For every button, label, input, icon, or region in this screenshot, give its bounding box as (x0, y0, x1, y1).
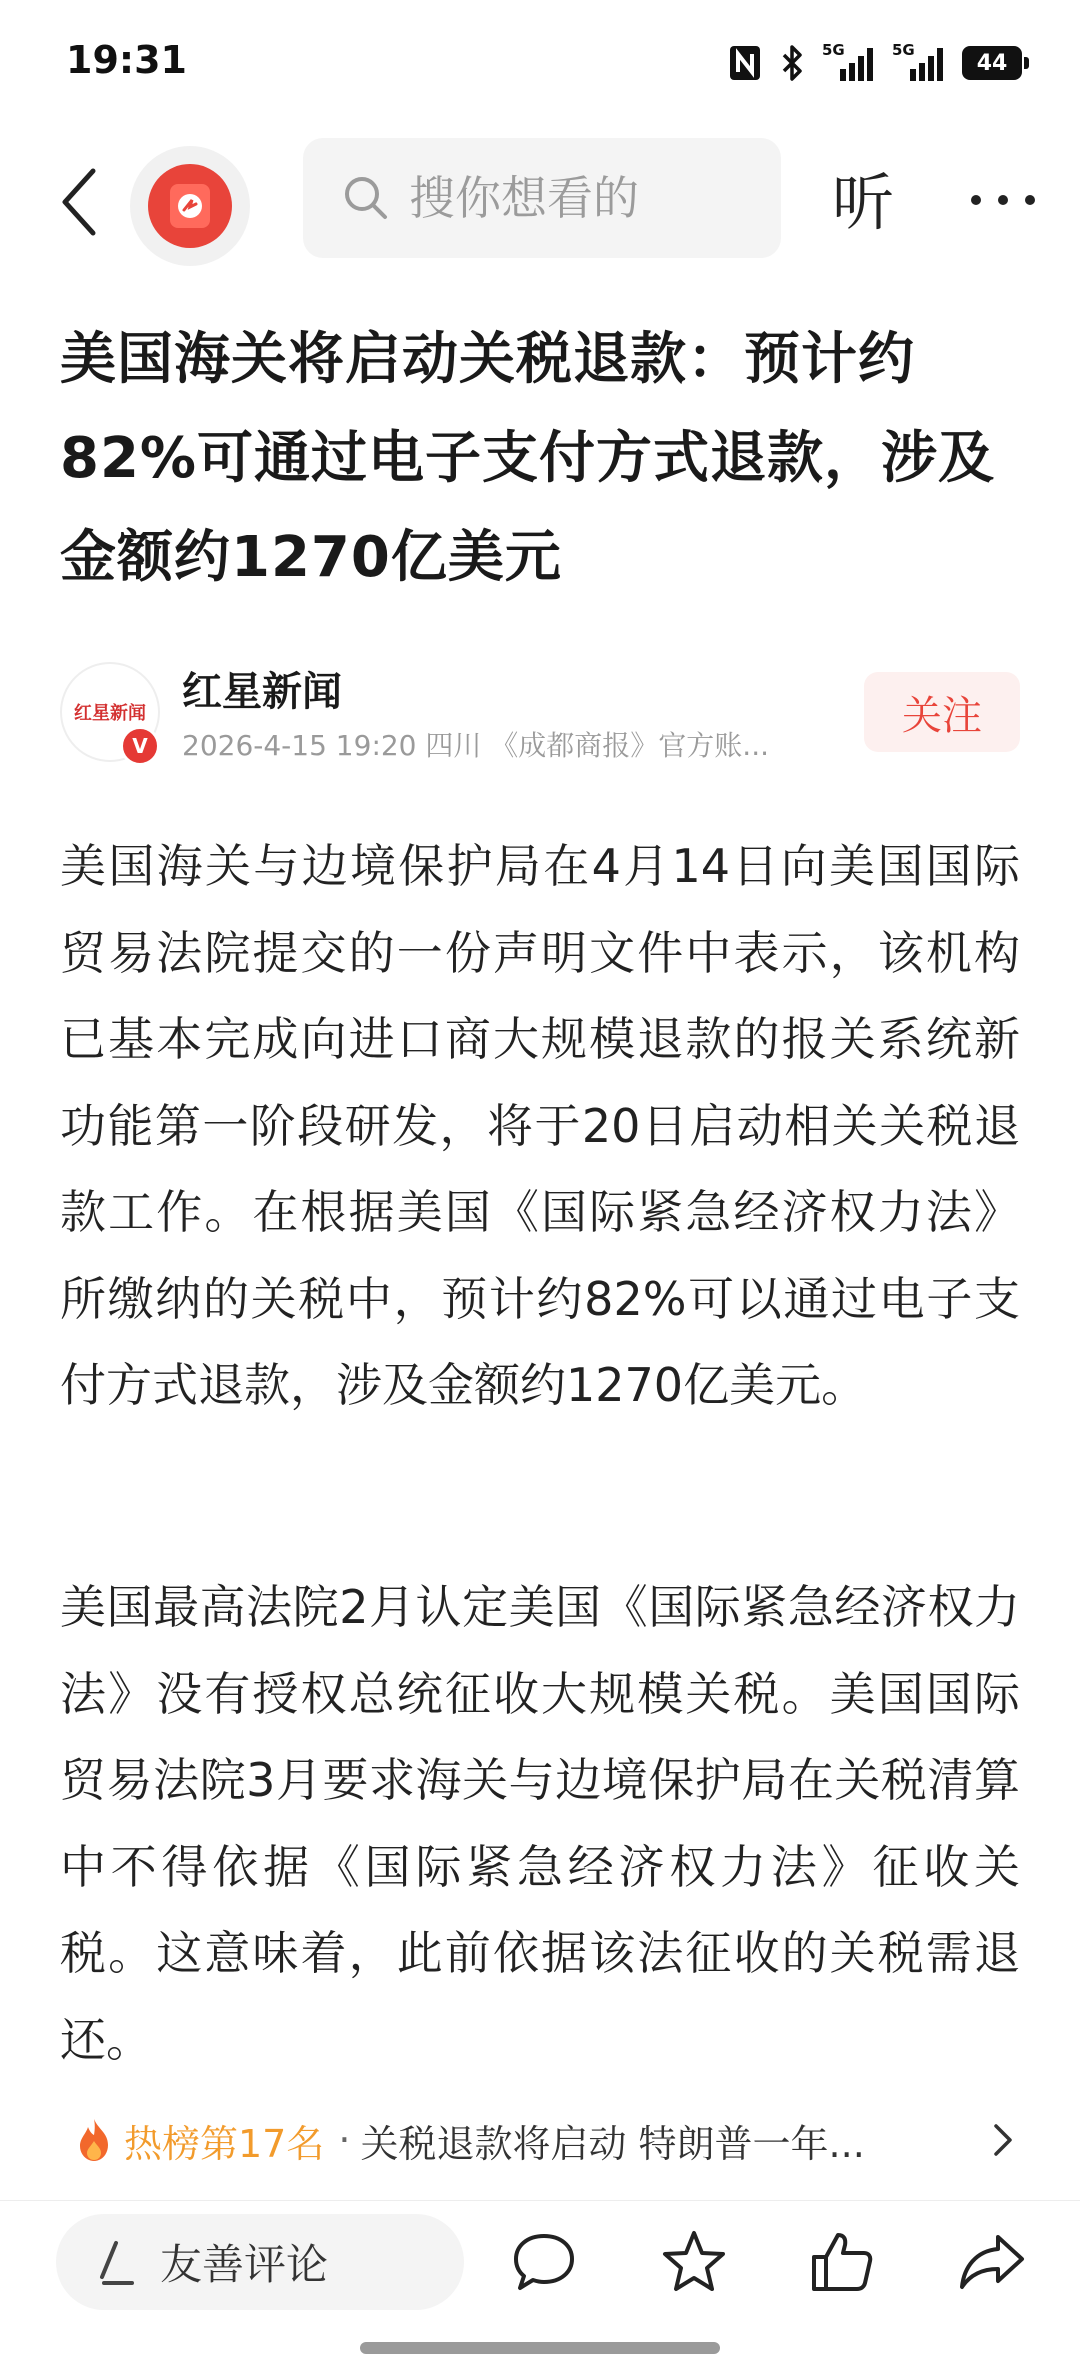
comment-button[interactable] (504, 2222, 584, 2302)
status-time: 19:31 (66, 38, 187, 82)
nav-bar (0, 130, 1080, 270)
search-input[interactable] (407, 170, 751, 226)
hot-rank-separator: · (338, 2118, 351, 2162)
search-box[interactable] (303, 138, 781, 258)
signal-2-icon: 5G (892, 43, 944, 83)
star-icon (660, 2229, 728, 2295)
more-icon (968, 192, 1038, 208)
hot-rank-text: 关税退款将启动 特朗普一年... (360, 2121, 865, 2166)
battery-icon: 44 (962, 46, 1022, 80)
nfc-icon (728, 44, 762, 82)
author-name[interactable]: 红星新闻 (182, 669, 342, 715)
home-indicator[interactable] (360, 2342, 720, 2354)
verified-badge: V (120, 726, 160, 766)
comment-icon (510, 2230, 578, 2294)
share-icon (956, 2231, 1028, 2293)
pen-icon (94, 2237, 138, 2287)
article-paragraph: 美国海关与边境保护局在4月14日向美国国际贸易法院提交的一份声明文件中表示，该机构已基本完成向进口商大规模退款的报关系统新功能第一阶段研发，将于20日启动相关关税退款工作。在根据美国《国际紧急经济权力法》所缴纳的关税中，预计约82%可以通过电子支付方式退款，涉及金额约1270亿美元。 (60, 839, 1020, 1412)
back-button[interactable] (44, 162, 114, 242)
fire-icon (74, 2117, 114, 2163)
like-icon (808, 2229, 876, 2295)
app-logo-mark (148, 164, 232, 248)
listen-button[interactable]: 听 (832, 166, 895, 239)
share-button[interactable] (952, 2222, 1032, 2302)
red-envelope-icon (160, 176, 220, 236)
favorite-button[interactable] (654, 2222, 734, 2302)
search-icon (341, 173, 391, 223)
follow-button[interactable]: 关注 (864, 672, 1020, 752)
like-button[interactable] (802, 2222, 882, 2302)
chevron-right-icon (992, 2122, 1014, 2158)
author-logo-text: 红星新闻 (74, 703, 146, 724)
status-icons (728, 40, 1022, 86)
comment-placeholder: 友善评论 (160, 2240, 329, 2289)
status-bar (0, 0, 1080, 130)
divider (0, 2200, 1080, 2201)
more-button[interactable] (958, 160, 1048, 240)
back-arrow-icon (59, 167, 99, 237)
bluetooth-icon (780, 44, 804, 82)
article-title: 美国海关将启动关税退款：预计约82%可通过电子支付方式退款，涉及金额约1270亿美元 (60, 327, 996, 590)
article-paragraph: 美国最高法院2月认定美国《国际紧急经济权力法》没有授权总统征收大规模关税。美国国际贸易法院3月要求海关与边境保护局在关税清算中不得依据《国际紧急经济权力法》征收关税。这意味着，此前依据该法征收的关税需退还。 (60, 1580, 1020, 2067)
author-meta: 2026-4-15 19:20 四川 《成都商报》官方账... (182, 729, 770, 762)
comment-input[interactable] (56, 2214, 464, 2310)
hot-rank-label: 热榜第17名 (124, 2121, 325, 2166)
app-logo[interactable] (130, 146, 250, 266)
hot-rank-row[interactable] (74, 2104, 1014, 2176)
signal-1-icon: 5G (822, 43, 874, 83)
